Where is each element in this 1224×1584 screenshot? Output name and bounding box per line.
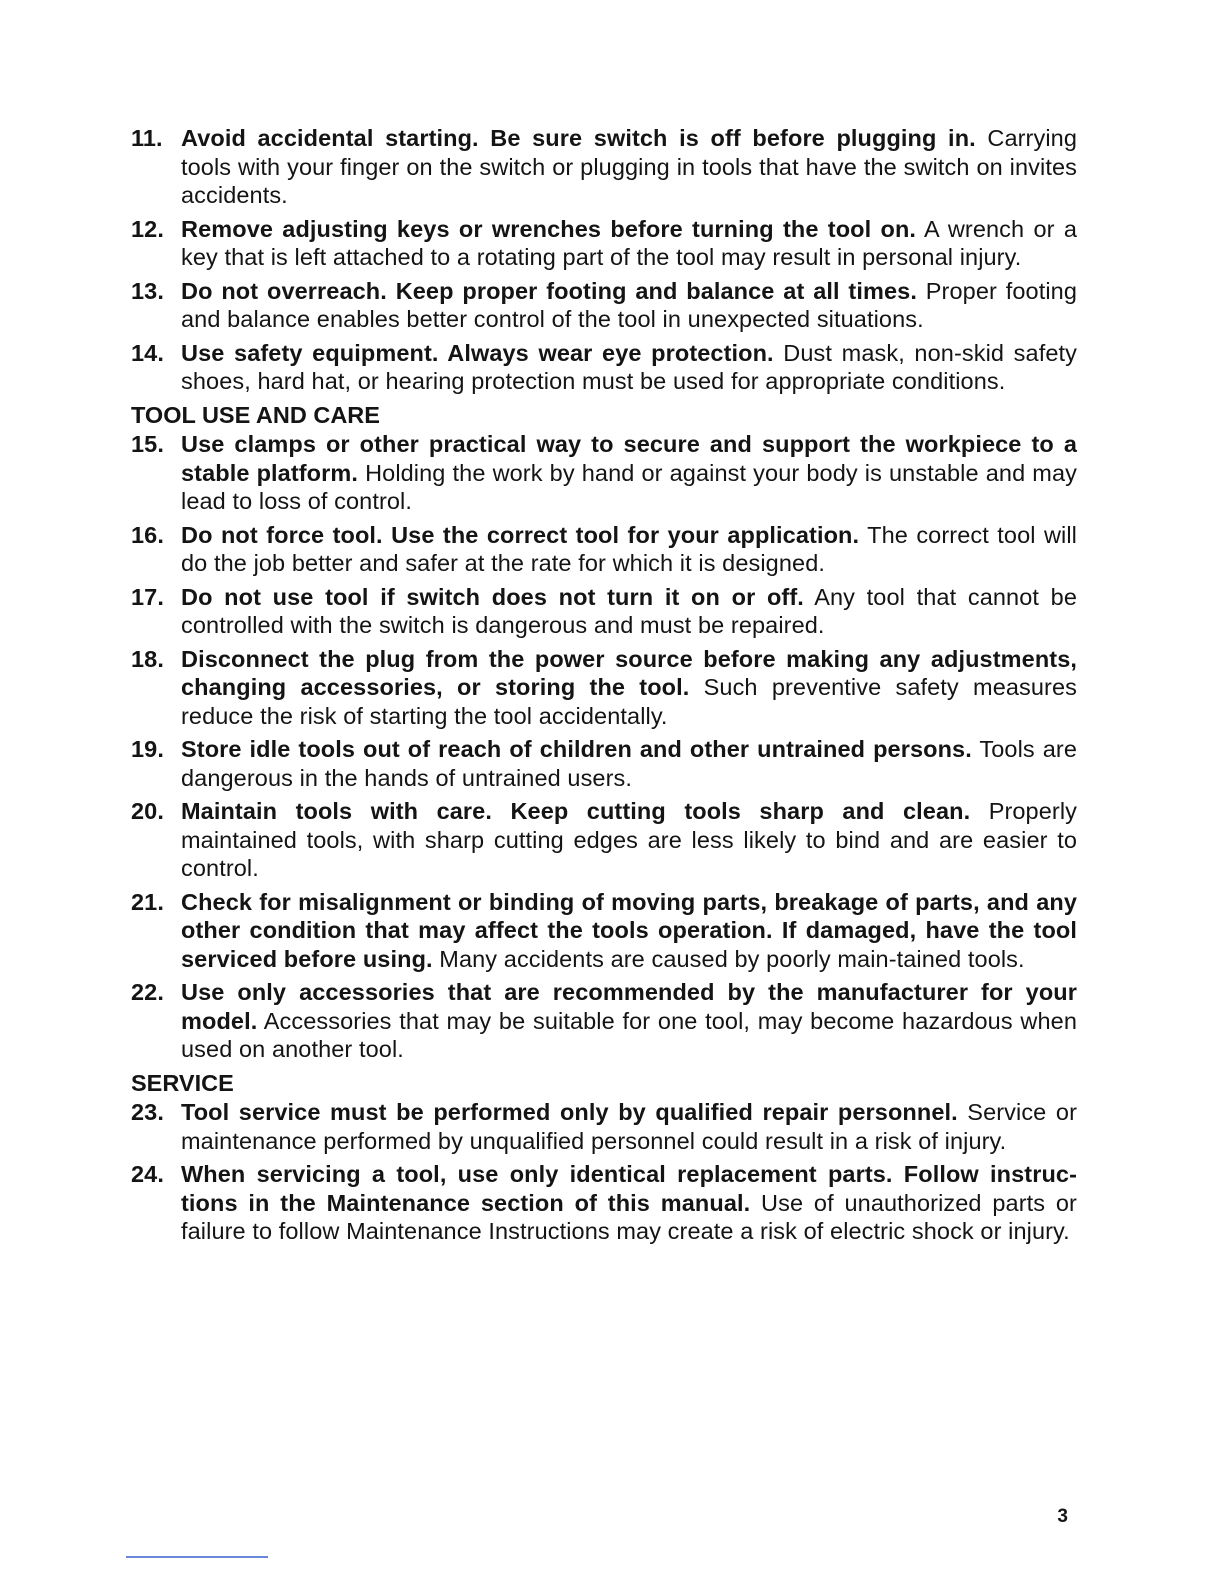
rule-heading: When servicing a tool, use only identical replacement parts. Follow instruc-tions in the Maintenance section of this manual. [181, 1161, 1077, 1216]
safety-rule-11 [131, 124, 1077, 210]
rule-heading: Tool service must be performed only by qualified repair personnel. [181, 1099, 958, 1125]
rule-text: Proper footing and balance enables better control of the tool in unexpected situations. [181, 277, 1077, 332]
safety-rule-20 [131, 797, 1077, 883]
section-tool-use-and-care [131, 401, 1077, 1064]
rule-heading: Use only accessories that are recommended by the manufacturer for your model. [181, 979, 1077, 1034]
rule-heading: Check for misalignment or binding of moving parts, breakage of parts, and any other condition that may affect the tools operation. If damaged, have the tool serviced before using. [181, 888, 1077, 972]
rule-number: 13. [131, 277, 164, 304]
rule-number: 20. [131, 798, 164, 824]
rule-text: Any tool that cannot be controlled with the switch is dangerous and must be repaired. [181, 583, 1077, 638]
rule-heading: Do not overreach. Keep proper footing and balance at all times. [181, 277, 917, 304]
safety-rule-15 [131, 430, 1077, 516]
rule-number: 22. [131, 979, 164, 1005]
rule-number: 11. [131, 125, 163, 151]
rule-number: 24. [131, 1161, 164, 1187]
rule-text: Dust mask, non-skid safety shoes, hard hat, or hearing protection must be used for appropriate conditions. [181, 339, 1077, 394]
safety-rule-18 [131, 645, 1077, 731]
section-heading: SERVICE [131, 1069, 234, 1096]
rule-number: 16. [131, 521, 164, 548]
rule-text: Many accidents are caused by poorly main-tained tools. [432, 945, 1025, 972]
rule-number: 14. [131, 339, 164, 366]
safety-rule-16 [131, 521, 1077, 578]
rule-heading: Disconnect the plug from the power source before making any adjustments, changing accessories, or storing the tool. [181, 645, 1077, 700]
footer-rule [126, 1556, 268, 1558]
section-heading: TOOL USE AND CARE [131, 401, 380, 428]
safety-rule-14 [131, 339, 1077, 396]
rule-heading: Use safety equipment. Always wear eye protection. [181, 339, 774, 366]
safety-rule-13 [131, 277, 1077, 334]
manual-page-content [131, 124, 1077, 1251]
rule-number: 19. [131, 736, 164, 762]
rule-number: 15. [131, 431, 164, 457]
rule-heading: Avoid accidental starting. Be sure switch is off before plugging in. [181, 125, 976, 151]
rule-text: Holding the work by hand or against your body is unstable and may lead to loss of control. [181, 459, 1077, 514]
rule-heading: Store idle tools out of reach of children and other untrained persons. [181, 736, 972, 762]
rule-text: Such preventive safety measures reduce the risk of starting the tool accidentally. [181, 674, 1077, 729]
rule-number: 18. [131, 645, 164, 672]
rule-text: Carrying tools with your finger on the switch or plugging in tools that have the switch on invites accidents. [181, 125, 1077, 208]
safety-rule-12 [131, 215, 1077, 272]
rule-text: Service or maintenance performed by unqualified personnel could result in a risk of injury. [181, 1099, 1077, 1154]
rule-number: 23. [131, 1099, 164, 1125]
rule-text: Accessories that may be suitable for one tool, may become hazardous when used on another tool. [181, 1007, 1077, 1062]
rule-text: A wrench or a key that is left attached to a rotating part of the tool may result in personal injury. [181, 215, 1077, 270]
rule-text: Properly maintained tools, with sharp cutting edges are less likely to bind and are easier to control. [181, 798, 1077, 881]
safety-rule-17 [131, 583, 1077, 640]
rule-heading: Do not force tool. Use the correct tool for your application. [181, 521, 860, 548]
safety-rule-23 [131, 1098, 1077, 1155]
rule-number: 12. [131, 215, 164, 242]
safety-rule-21 [131, 888, 1077, 974]
safety-rule-22 [131, 978, 1077, 1064]
rule-heading: Maintain tools with care. Keep cutting tools sharp and clean. [181, 798, 971, 824]
safety-rule-19 [131, 735, 1077, 792]
section-service [131, 1069, 1077, 1246]
page-number: 3 [1057, 1506, 1068, 1527]
rule-heading: Do not use tool if switch does not turn it on or off. [181, 583, 804, 610]
section-general-safety [131, 124, 1077, 396]
rule-heading: Use clamps or other practical way to secure and support the workpiece to a stable platform. [181, 431, 1077, 486]
rule-text: The correct tool will do the job better and safer at the rate for which it is designed. [181, 521, 1078, 576]
rule-text: Use of unauthorized parts or failure to follow Maintenance Instructions may create a risk of electric shock or injury. [181, 1189, 1077, 1244]
rule-text: Tools are dangerous in the hands of untrained users. [181, 736, 1077, 791]
safety-rule-24 [131, 1160, 1077, 1246]
rule-heading: Remove adjusting keys or wrenches before turning the tool on. [181, 215, 917, 242]
rule-number: 17. [131, 583, 164, 610]
rule-number: 21. [131, 888, 164, 915]
